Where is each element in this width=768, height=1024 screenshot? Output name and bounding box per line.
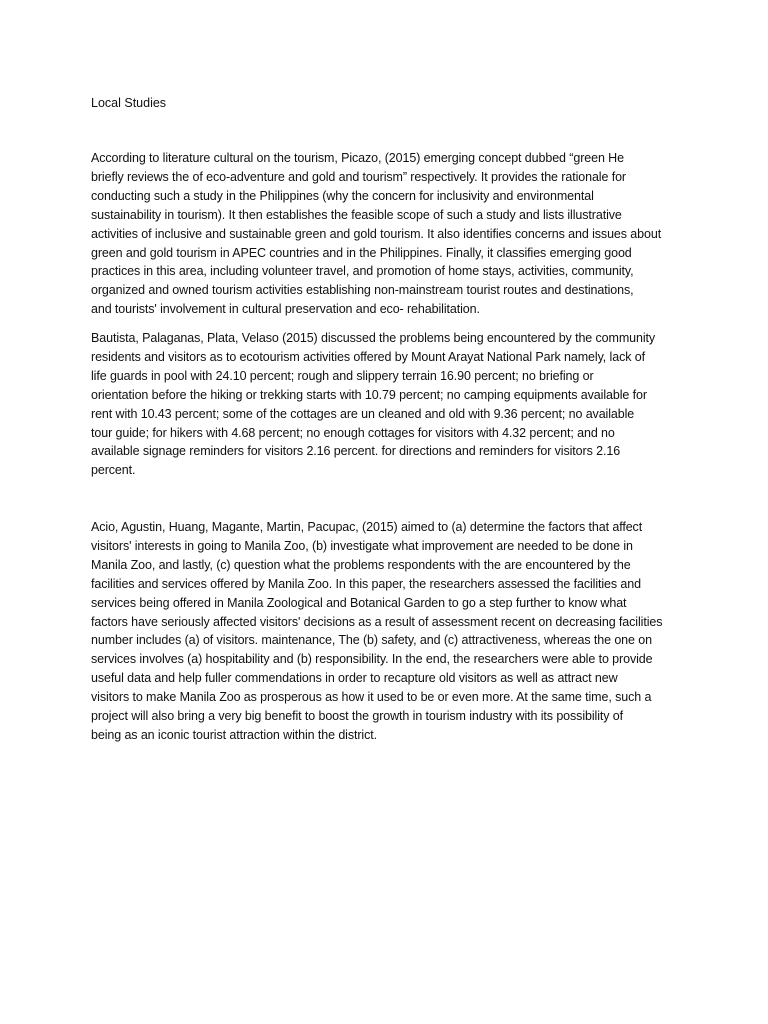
- text-line: tour guide; for hikers with 4.68 percent; no enough cottages for visitors with 4.32 percent; and no: [91, 425, 615, 440]
- text-line: conducting such a study in the Philippines (why the concern for inclusivity and environmental: [91, 188, 594, 203]
- text-line: services involves (a) hospitability and (b) responsibility. In the end, the researchers were able to provide: [91, 652, 653, 667]
- text-line: sustainability in tourism). It then establishes the feasible scope of such a study and lists illustrative: [91, 207, 622, 222]
- page-heading: Local Studies: [91, 96, 167, 110]
- text-line: useful data and help fuller commendations in order to recapture old visitors as well as attract new: [91, 671, 618, 686]
- text-line: being as an iconic tourist attraction within the district.: [91, 727, 378, 742]
- text-line: green and gold tourism in APEC countries and in the Philippines. Finally, it classifies emerging good: [91, 245, 632, 260]
- text-line: visitors to make Manila Zoo as prosperous as how it used to be or even more. At the same time, such a: [91, 690, 652, 705]
- paragraph-acio: [91, 518, 683, 745]
- text-line: organized and owned tourism activities establishing non-mainstream tourist routes and destinations,: [91, 283, 634, 298]
- text-line: orientation before the hiking or trekking starts with 10.79 percent; no camping equipments available for: [91, 387, 647, 402]
- text-line: number includes (a) of visitors. maintenance, The (b) safety, and (c) attractiveness, whereas the one on: [91, 633, 652, 648]
- paragraph-picazo: [91, 149, 683, 319]
- text-line: project will also bring a very big benefit to boost the growth in tourism industry with its possibility of: [91, 709, 624, 724]
- text-line: practices in this area, including volunteer travel, and promotion of home stays, activities, community,: [91, 264, 634, 279]
- text-line: Manila Zoo, and lastly, (c) question what the problems respondents with the are encountered by the: [91, 557, 631, 572]
- text-line: factors have seriously affected visitors' decisions as a result of assessment recent on decreasing facilities: [91, 614, 663, 629]
- text-line: facilities and services offered by Manila Zoo. In this paper, the researchers assessed the facilities and: [91, 576, 641, 591]
- text-line: visitors' interests in going to Manila Zoo, (b) investigate what improvement are needed to be done in: [91, 538, 633, 553]
- text-line: briefly reviews the of eco-adventure and gold and tourism” respectively. It provides the rationale for: [91, 169, 626, 184]
- text-line: services being offered in Manila Zoological and Botanical Garden to go a step further to know what: [91, 595, 627, 610]
- paragraph-bautista: [91, 329, 683, 480]
- text-line: available signage reminders for visitors 2.16 percent. for directions and reminders for visitors 2.16: [91, 444, 621, 459]
- text-line: percent.: [91, 463, 136, 478]
- text-line: residents and visitors as to ecotourism activities offered by Mount Arayat National Park namely, lack of: [91, 349, 645, 364]
- text-line: and tourists' involvement in cultural preservation and eco- rehabilitation.: [91, 302, 480, 317]
- text-line: rent with 10.43 percent; some of the cottages are un cleaned and old with 9.36 percent; no available: [91, 406, 635, 421]
- text-line: Bautista, Palaganas, Plata, Velaso (2015) discussed the problems being encountered by the community: [91, 331, 656, 345]
- text-line: life guards in pool with 24.10 percent; rough and slippery terrain 16.90 percent; no briefing or: [91, 368, 594, 383]
- text-line: activities of inclusive and sustainable green and gold tourism. It also identifies concerns and issues about: [91, 226, 662, 241]
- text-line: According to literature cultural on the tourism, Picazo, (2015) emerging concept dubbed “green He: [91, 151, 624, 165]
- text-line: Acio, Agustin, Huang, Magante, Martin, Pacupac, (2015) aimed to (a) determine the factors that affect: [91, 520, 643, 534]
